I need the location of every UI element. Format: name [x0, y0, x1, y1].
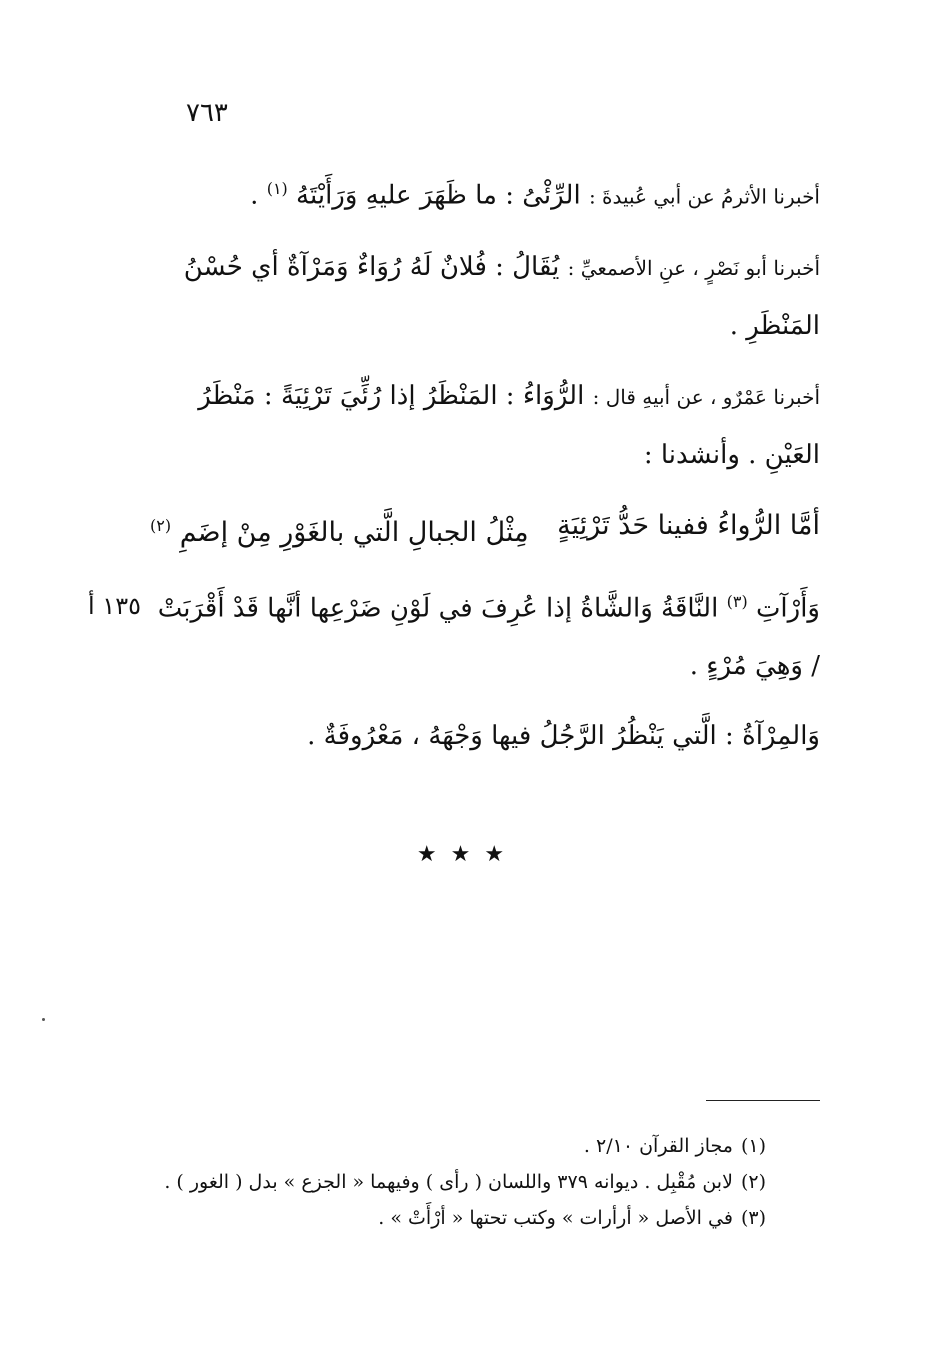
- stray-mark: [42, 1018, 45, 1021]
- margin-folio-note: ١٣٥ أ: [88, 592, 141, 620]
- paragraph-4: [150, 573, 820, 696]
- footnote-text: لابن مُقْبِل . ديوانه ٣٧٩ واللسان ( رأى ) وفيهما « الجزع » بدل ( الغور ) .: [164, 1171, 733, 1193]
- main-text: [150, 160, 820, 777]
- footnote-number: (١): [740, 1135, 766, 1157]
- paragraph-start: وَأَرْآتِ: [755, 593, 820, 624]
- paragraph-3: [150, 367, 820, 484]
- footnote-text: في الأصل « أرأرات » وكتب تحتها « أرْأَتْ » .: [378, 1207, 733, 1229]
- poetry-verse: [150, 496, 820, 563]
- page-number: ٧٦٣: [186, 98, 228, 128]
- verse-second-hemistich: [150, 496, 529, 563]
- footnote-1: [140, 1128, 766, 1164]
- section-separator-stars: ★★★: [416, 842, 519, 867]
- paragraph-1: [150, 160, 820, 226]
- paragraph-text: يُقَالُ : فُلانٌ لَهُ رُوَاءٌ وَمَرْآةٌ أي حُسْنُ المَنْظَرِ .: [183, 251, 820, 341]
- isnad-chain: أخبرنا الأثرمُ عن أبي عُبيدةَ :: [588, 184, 820, 209]
- footnote-number: (٢): [740, 1171, 766, 1193]
- paragraph-5: وَالمِرْآةُ : الَّتي يَنْظُرُ الرَّجُلُ فيها وَجْهَهُ ، مَعْرُوفَةٌ .: [307, 721, 820, 752]
- verse-second-text: مِثْلُ الجبالِ الَّتي بالغَوْرِ مِنْ إضَمِ: [179, 516, 529, 548]
- footnote-2: [140, 1164, 766, 1200]
- isnad-chain: أخبرنا عَمْرٌو ، عن أبيهِ قال :: [592, 384, 820, 409]
- footnote-3: [140, 1200, 766, 1236]
- isnad-chain: أخبرنا أبو نَصْرٍ ، عنِ الأصمعيِّ :: [567, 255, 820, 280]
- paragraph-text: الرِّئْىُ : ما ظَهَرَ عليهِ وَرَأَيْتَهُ: [296, 180, 581, 211]
- footnotes: [140, 1128, 766, 1236]
- paragraph-tail: .: [250, 180, 267, 211]
- footnote-ref[interactable]: (٣): [726, 591, 748, 611]
- paragraph-text: الرُّوَاءُ : المَنْظَرُ إذا رُئِّيَ تَرْئِيَةً : مَنْظَرُ العَيْنِ . وأنشدنا :: [198, 380, 820, 470]
- footnote-number: (٣): [740, 1207, 766, 1229]
- footnote-text: مجاز القرآن ٢/١٠ .: [583, 1135, 733, 1157]
- verse-first-hemistich: أمَّا الرُّواءُ ففينا حَدُّ تَرْئِيَةٍ: [557, 509, 820, 541]
- footnote-divider: [706, 1100, 820, 1101]
- footnote-ref[interactable]: (١): [266, 179, 288, 198]
- paragraph-text: النَّاقَةُ وَالشَّاةُ إذا عُرِفَ في لَوْنِ ضَرْعِها أنَّها قَدْ أَقْرَبَتْ / وَهِيَ مُرْءٍ .: [157, 593, 820, 682]
- paragraph-2: [150, 238, 820, 355]
- footnote-ref[interactable]: (٢): [150, 515, 172, 535]
